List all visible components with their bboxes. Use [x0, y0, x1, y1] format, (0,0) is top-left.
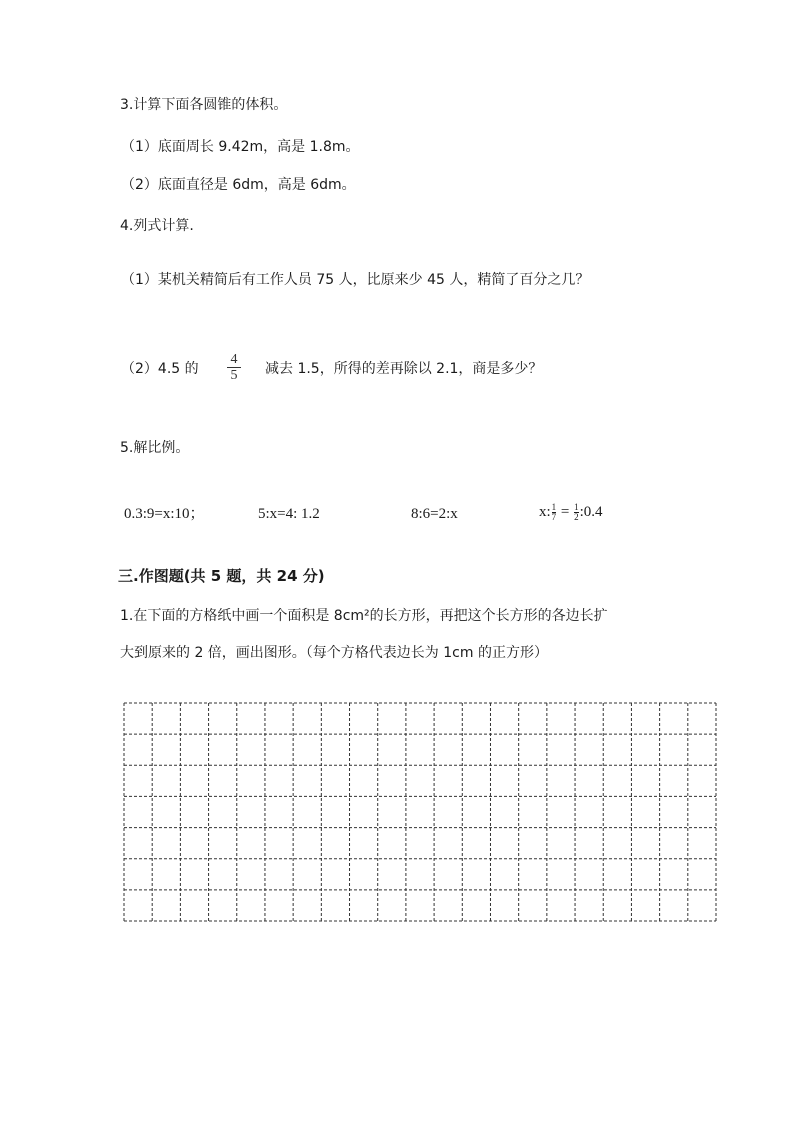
q5-equation-1: 0.3:9=x:10； — [124, 506, 205, 522]
fraction-numerator: 4 — [230, 352, 238, 367]
q5-equation-4 — [539, 503, 603, 522]
q5-title: 5.解比例。 — [120, 440, 190, 456]
q3-title: 3.计算下面各圆锥的体积。 — [120, 97, 288, 113]
square-grid-paper[interactable] — [123, 702, 717, 922]
fraction-one-half: $\frac{1}{2}$ — [574, 502, 579, 523]
q4-part1: （1）某机关精简后有工作人员 75 人，比原来少 45 人，精简了百分之几？ — [121, 272, 590, 288]
fraction-one-seventh: $\frac{1}{7}$ — [551, 502, 557, 523]
q4-part2-lead: （2）4.5 的 — [121, 361, 199, 377]
eq4-part-a: x: — [539, 504, 551, 520]
draw-q1-line1: 1.在下面的方格纸中画一个面积是 8cm²的长方形，再把这个长方形的各边长扩 — [120, 608, 608, 624]
q5-equation-3: 8:6=2:x — [411, 506, 458, 522]
q4-part2-tail: 减去 1.5，所得的差再除以 2.1，商是多少？ — [265, 361, 543, 377]
draw-q1-line2: 大到原来的 2 倍，画出图形。（每个方格代表边长为 1cm 的正方形） — [120, 645, 548, 661]
q5-equation-2: 5:x=4: 1.2 — [258, 506, 320, 522]
section-heading: 三.作图题(共 5 题，共 24 分) — [118, 567, 325, 585]
fraction-denominator: 5 — [230, 368, 238, 383]
q3-part1: （1）底面周长 9.42m，高是 1.8m。 — [121, 139, 360, 155]
eq4-part-b: :0.4 — [579, 504, 603, 520]
q4-title: 4.列式计算. — [120, 218, 194, 234]
eq4-equals: = — [557, 504, 574, 520]
q4-fraction-four-fifths — [227, 353, 241, 382]
q3-part2: （2）底面直径是 6dm，高是 6dm。 — [121, 177, 356, 193]
